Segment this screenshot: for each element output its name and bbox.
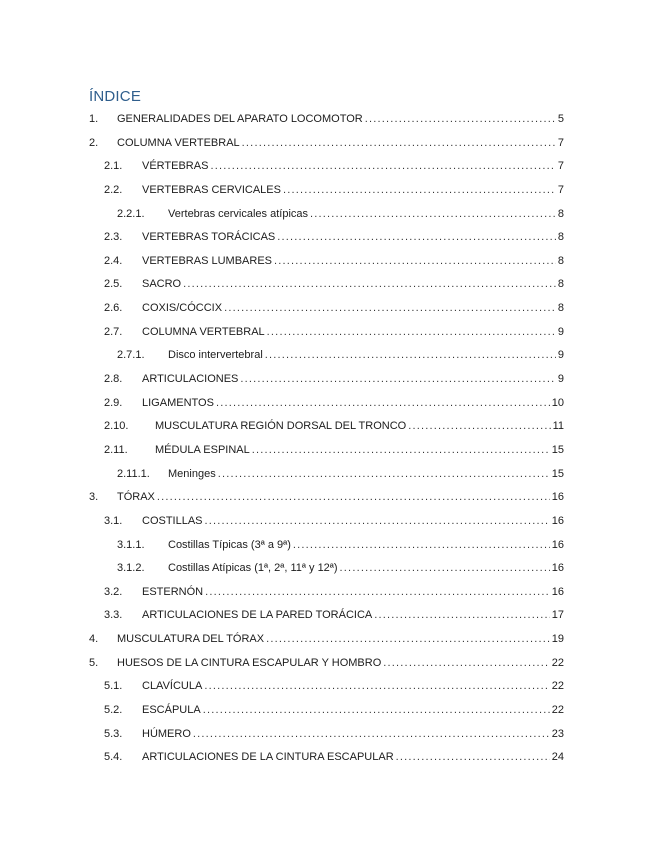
- toc-entry-number: 2.7.: [104, 325, 123, 338]
- toc-entry-page: 24: [551, 751, 564, 764]
- dot-leader: [210, 155, 555, 179]
- toc-entry-text: LIGAMENTOS: [142, 396, 214, 409]
- toc-entry-number: 4.: [89, 633, 99, 646]
- toc-entry-number: 3.2.: [104, 585, 123, 598]
- toc-entry-page: 9: [557, 325, 564, 338]
- toc-entry[interactable]: [0, 132, 655, 156]
- toc-entry-page: 7: [557, 183, 564, 196]
- toc-entry[interactable]: [0, 344, 655, 368]
- toc-entry-page: 8: [557, 231, 564, 244]
- toc-entry-text: ARTICULACIONES DE LA PARED TORÁCICA: [142, 609, 373, 622]
- toc-entry-text: VÉRTEBRAS: [142, 160, 209, 173]
- toc-entry-page: 5: [557, 113, 564, 125]
- toc-entry-number: 2.: [89, 136, 99, 149]
- toc-entry-page: 17: [551, 609, 564, 622]
- toc-entry[interactable]: [0, 297, 655, 321]
- toc-entry[interactable]: [0, 581, 655, 605]
- toc-entry-number: 5.: [89, 656, 99, 669]
- toc-entry[interactable]: [0, 652, 655, 676]
- toc-entry-text: COXIS/CÓCCIX: [142, 302, 223, 315]
- toc-entry[interactable]: [0, 628, 655, 652]
- toc-entry-number: 2.5.: [104, 278, 123, 291]
- toc-entry-text: Disco intervertebral: [168, 349, 263, 362]
- toc-entry-page: 15: [551, 443, 564, 456]
- toc-entry[interactable]: [0, 203, 655, 227]
- dot-leader: [218, 463, 550, 487]
- toc-entry-text: VERTEBRAS TORÁCICAS: [142, 231, 276, 244]
- dot-leader: [267, 321, 556, 345]
- toc-entry-text: HUESOS DE LA CINTURA ESCAPULAR Y HOMBRO: [117, 656, 382, 669]
- toc-entry-page: 9: [557, 373, 564, 386]
- dot-leader: [224, 297, 556, 321]
- toc-entry-text: Costillas Atípicas (1ª, 2ª, 11ª y 12ª): [168, 562, 338, 575]
- toc-entry-number: 2.1.: [104, 160, 123, 173]
- toc-entry-page: 22: [551, 656, 564, 669]
- toc-entry-page: 7: [557, 160, 564, 173]
- toc-entry-text: GENERALIDADES DEL APARATO LOCOMOTOR: [117, 113, 363, 125]
- toc-entry-number: 2.10.: [104, 420, 129, 433]
- toc-entry[interactable]: [0, 746, 655, 770]
- toc-entry-text: CLAVÍCULA: [142, 680, 203, 693]
- dot-leader: [216, 392, 550, 416]
- dot-leader: [157, 486, 550, 510]
- dot-leader: [383, 652, 549, 676]
- toc-entry-page: 16: [551, 562, 564, 575]
- toc-entry-number: 2.11.: [104, 443, 128, 456]
- toc-entry-number: 2.9.: [104, 396, 123, 409]
- toc-entry[interactable]: [0, 273, 655, 297]
- toc-title: ÍNDICE: [89, 88, 142, 105]
- toc-entry-page: 8: [557, 302, 564, 315]
- toc-entry-number: 2.6.: [104, 302, 123, 315]
- toc-entry-text: Meninges: [168, 467, 216, 480]
- dot-leader: [242, 132, 556, 156]
- toc-entry-page: 9: [557, 349, 564, 362]
- dot-leader: [340, 557, 550, 581]
- dot-leader: [374, 604, 550, 628]
- toc-entry-number: 2.3.: [104, 231, 123, 244]
- toc-entry-text: MUSCULATURA DEL TÓRAX: [117, 633, 265, 646]
- toc-entry[interactable]: [0, 155, 655, 179]
- toc-entry-text: ESTERNÓN: [142, 585, 204, 598]
- dot-leader: [183, 273, 556, 297]
- toc-entry-text: TÓRAX: [117, 491, 155, 504]
- toc-entry-page: 8: [557, 254, 564, 267]
- dot-leader: [240, 368, 556, 392]
- toc-entry-text: COLUMNA VERTEBRAL: [117, 136, 240, 149]
- toc-entry-page: 16: [551, 538, 564, 551]
- toc-entry-text: Vertebras cervicales atípicas: [168, 207, 309, 220]
- toc-entry-number: 3.1.2.: [117, 562, 145, 575]
- dot-leader: [283, 179, 556, 203]
- toc-entry-number: 2.4.: [104, 254, 123, 267]
- table-of-contents: [0, 108, 655, 770]
- toc-entry-page: 22: [551, 680, 564, 693]
- toc-entry-page: 19: [551, 633, 564, 646]
- toc-entry[interactable]: [0, 321, 655, 345]
- toc-entry-number: 5.2.: [104, 704, 123, 717]
- toc-entry-page: 7: [557, 136, 564, 149]
- dot-leader: [396, 746, 550, 770]
- toc-entry[interactable]: [0, 534, 655, 558]
- toc-entry-number: 3.3.: [104, 609, 123, 622]
- toc-entry-number: 5.3.: [104, 727, 123, 740]
- toc-entry-page: 8: [557, 278, 564, 291]
- toc-entry-page: 11: [552, 420, 564, 433]
- dot-leader: [203, 699, 550, 723]
- toc-entry-number: 2.11.1.: [117, 467, 150, 480]
- dot-leader: [252, 439, 550, 463]
- dot-leader: [193, 723, 550, 747]
- toc-entry-number: 2.2.: [104, 183, 123, 196]
- dot-leader: [293, 534, 550, 558]
- dot-leader: [277, 226, 556, 250]
- toc-entry-text: VERTEBRAS CERVICALES: [142, 183, 281, 196]
- dot-leader: [310, 203, 556, 227]
- dot-leader: [365, 108, 556, 132]
- toc-entry[interactable]: [0, 510, 655, 534]
- toc-entry[interactable]: [0, 604, 655, 628]
- toc-entry-text: COSTILLAS: [142, 514, 203, 527]
- dot-leader: [274, 250, 556, 274]
- dot-leader: [408, 415, 550, 439]
- toc-entry[interactable]: [0, 392, 655, 416]
- toc-entry-page: 15: [551, 467, 564, 480]
- toc-entry-page: 22: [551, 704, 564, 717]
- toc-entry-text: ARTICULACIONES: [142, 373, 239, 386]
- toc-entry[interactable]: [0, 463, 655, 487]
- toc-entry-number: 3.1.1.: [117, 538, 145, 551]
- toc-entry-text: ESCÁPULA: [142, 704, 201, 717]
- dot-leader: [205, 510, 550, 534]
- dot-leader: [266, 628, 550, 652]
- toc-entry-text: MUSCULATURA REGIÓN DORSAL DEL TRONCO: [155, 420, 407, 433]
- toc-entry[interactable]: [0, 368, 655, 392]
- toc-entry-text: ARTICULACIONES DE LA CINTURA ESCAPULAR: [142, 751, 394, 764]
- toc-entry-number: 3.: [89, 491, 99, 504]
- toc-entry[interactable]: [0, 250, 655, 274]
- toc-entry-page: 10: [551, 396, 564, 409]
- toc-entry-number: 5.4.: [104, 751, 123, 764]
- toc-entry[interactable]: [0, 486, 655, 510]
- toc-entry-page: 16: [551, 514, 564, 527]
- toc-entry[interactable]: [0, 557, 655, 581]
- toc-entry[interactable]: [0, 439, 655, 463]
- toc-entry[interactable]: [0, 179, 655, 203]
- toc-entry-number: 2.7.1.: [117, 349, 145, 362]
- dot-leader: [265, 344, 556, 368]
- toc-entry-page: 8: [557, 207, 564, 220]
- toc-entry-number: 2.8.: [104, 373, 123, 386]
- toc-entry-text: SACRO: [142, 278, 182, 291]
- toc-entry[interactable]: [0, 699, 655, 723]
- toc-entry-page: 16: [551, 491, 564, 504]
- toc-entry-number: 5.1.: [104, 680, 123, 693]
- toc-entry-page: 16: [551, 585, 564, 598]
- toc-entry-number: 3.1.: [104, 514, 123, 527]
- toc-entry-text: COLUMNA VERTEBRAL: [142, 325, 265, 338]
- toc-entry-text: Costillas Típicas (3ª a 9ª): [168, 538, 291, 551]
- toc-entry[interactable]: [0, 675, 655, 699]
- toc-entry-text: HÚMERO: [142, 727, 191, 740]
- toc-entry[interactable]: [0, 226, 655, 250]
- toc-entry[interactable]: [0, 108, 655, 132]
- dot-leader: [204, 675, 549, 699]
- toc-entry-number: 1.: [89, 113, 99, 125]
- toc-entry[interactable]: [0, 723, 655, 747]
- toc-entry[interactable]: [0, 415, 655, 439]
- dot-leader: [205, 581, 550, 605]
- toc-entry-number: 2.2.1.: [117, 207, 145, 220]
- toc-entry-text: MÉDULA ESPINAL: [155, 443, 250, 456]
- toc-entry-page: 23: [551, 727, 564, 740]
- toc-entry-text: VERTEBRAS LUMBARES: [142, 254, 273, 267]
